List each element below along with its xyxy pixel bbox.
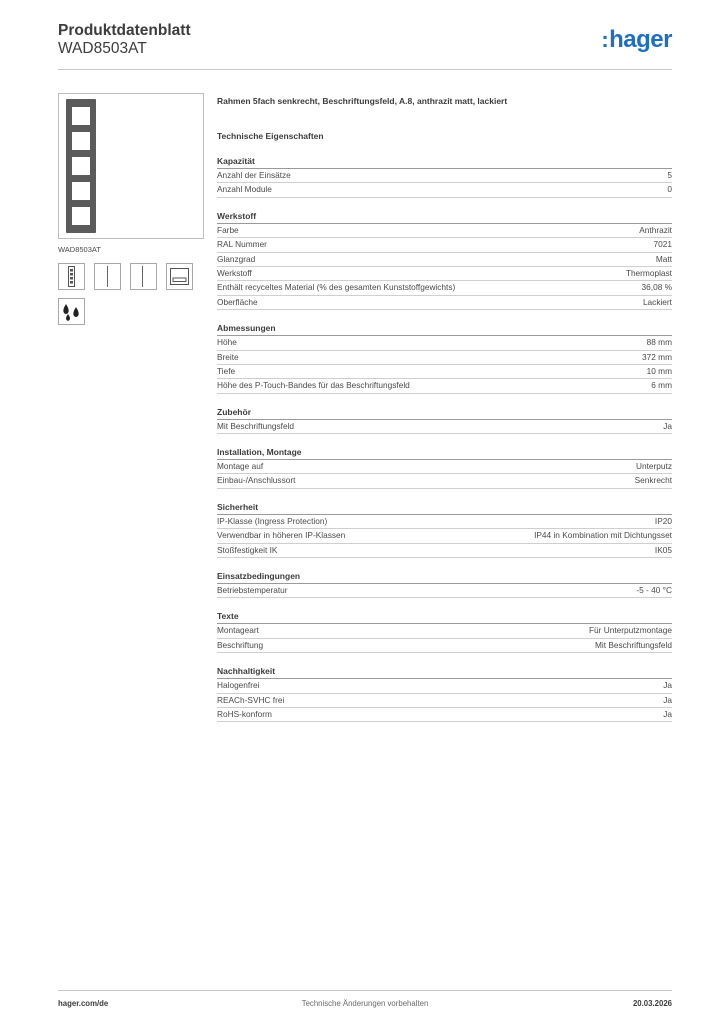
spec-row <box>217 238 672 252</box>
spec-row <box>217 351 672 365</box>
footer-date: 20.03.2026 <box>632 999 672 1008</box>
spec-value: 5 <box>667 170 672 180</box>
product-image <box>58 93 204 239</box>
spec-value: Thermoplast <box>625 267 672 278</box>
spec-label: Anzahl der Einsätze <box>217 170 291 180</box>
footer-website: hager.com/de <box>58 999 109 1008</box>
image-caption: WAD8503AT <box>58 245 101 254</box>
frame-window <box>72 107 90 125</box>
spec-row <box>217 474 672 488</box>
tech-properties-title: Technische Eigenschaften <box>217 131 324 141</box>
label-field-icon <box>166 263 193 290</box>
spec-value: -5 - 40 °C <box>636 585 672 596</box>
spec-label: Breite <box>217 351 239 362</box>
spec-value: Matt <box>655 253 672 264</box>
spec-label: Farbe <box>217 224 239 235</box>
spec-value: IP44 in Kombination mit Dichtungsset <box>534 530 672 541</box>
side-view-icon <box>130 263 157 290</box>
spec-value: Senkrecht <box>634 475 672 486</box>
spec-row <box>217 169 672 183</box>
spec-value: 372 mm <box>642 351 672 362</box>
section-title: Abmessungen <box>217 322 672 336</box>
spec-section <box>217 406 672 434</box>
spec-row <box>217 515 672 529</box>
spec-label: RAL Nummer <box>217 239 267 250</box>
specs-column <box>217 95 672 722</box>
section-title: Einsatzbedingungen <box>217 570 672 584</box>
spec-value: 10 mm <box>646 365 672 376</box>
spec-row <box>217 694 672 708</box>
spec-value: 0 <box>667 184 672 195</box>
spec-label: Enthält recyceltes Material (% des gesamten Kunststoffgewichts) <box>217 282 456 293</box>
spec-section <box>217 322 672 394</box>
water-drops-icon <box>58 298 85 325</box>
page-footer <box>58 990 672 1008</box>
spec-row <box>217 679 672 693</box>
section-title: Installation, Montage <box>217 446 672 460</box>
spec-value: Ja <box>663 680 672 691</box>
spec-value: Unterputz <box>636 461 672 472</box>
spec-row <box>217 708 672 722</box>
spec-row <box>217 529 672 543</box>
spec-label: IP-Klasse (Ingress Protection) <box>217 515 328 526</box>
spec-section <box>217 610 672 653</box>
spec-row <box>217 420 672 434</box>
spec-row <box>217 639 672 653</box>
spec-value: Ja <box>663 420 672 431</box>
spec-value: IK05 <box>654 544 672 555</box>
spec-row <box>217 253 672 267</box>
frame-window <box>72 182 90 200</box>
spec-label: Betriebstemperatur <box>217 585 288 596</box>
spec-label: Mit Beschriftungsfeld <box>217 420 295 431</box>
spec-section <box>217 155 672 198</box>
left-column <box>58 93 204 325</box>
spec-value: Ja <box>663 694 672 705</box>
section-title: Zubehör <box>217 406 672 420</box>
spec-row <box>217 584 672 598</box>
spec-label: Glanzgrad <box>217 253 256 264</box>
frame-window <box>72 132 90 150</box>
spec-row <box>217 544 672 558</box>
spec-row <box>217 267 672 281</box>
spec-value: 7021 <box>653 239 672 250</box>
spec-label: Oberfläche <box>217 296 258 307</box>
page-header <box>58 22 672 70</box>
section-title: Werkstoff <box>217 210 672 224</box>
spec-value: IP20 <box>654 515 672 526</box>
spec-label: Verwendbar in höheren IP-Klassen <box>217 530 346 541</box>
spec-section <box>217 570 672 598</box>
spec-value: 6 mm <box>651 380 672 391</box>
spec-label: Montage auf <box>217 461 264 472</box>
section-title: Sicherheit <box>217 501 672 515</box>
spec-section <box>217 210 672 310</box>
spec-section <box>217 665 672 722</box>
spec-value: Ja <box>663 708 672 719</box>
frame-window <box>72 207 90 225</box>
spec-label: Einbau-/Anschlussort <box>217 475 296 486</box>
spec-row <box>217 365 672 379</box>
spec-row <box>217 336 672 350</box>
spec-label: Höhe des P-Touch-Bandes für das Beschriftungsfeld <box>217 380 410 391</box>
side-view-icon <box>94 263 121 290</box>
front-view-icon <box>58 263 85 290</box>
spec-section <box>217 446 672 489</box>
spec-label: Anzahl Module <box>217 184 272 195</box>
section-title: Kapazität <box>217 155 672 169</box>
spec-row <box>217 460 672 474</box>
spec-row <box>217 296 672 310</box>
spec-row <box>217 224 672 238</box>
frame-5fach-image <box>66 99 96 233</box>
spec-label: Tiefe <box>217 365 236 376</box>
spec-label: REACh-SVHC frei <box>217 694 285 705</box>
frame-window <box>72 157 90 175</box>
view-icons <box>58 263 204 290</box>
spec-value: 88 mm <box>646 337 672 348</box>
spec-label: Beschriftung <box>217 639 264 650</box>
spec-value: Für Unterputzmontage <box>588 625 672 636</box>
spec-label: Höhe <box>217 337 237 348</box>
product-description: Rahmen 5fach senkrecht, Beschriftungsfeld, A.8, anthrazit matt, lackiert <box>217 96 508 106</box>
spec-value: Anthrazit <box>639 224 672 235</box>
logo-dots-icon: : <box>601 27 609 52</box>
spec-row <box>217 281 672 295</box>
section-title: Texte <box>217 610 672 624</box>
spec-label: Halogenfrei <box>217 680 260 691</box>
document-title: Produktdatenblatt <box>58 22 191 39</box>
spec-value: 36,08 % <box>641 282 672 293</box>
logo-text: hager <box>609 26 672 53</box>
spec-row <box>217 624 672 638</box>
spec-value: Lackiert <box>642 296 672 307</box>
footer-disclaimer: Technische Änderungen vorbehalten <box>301 999 429 1008</box>
spec-section <box>217 501 672 558</box>
spec-label: Montageart <box>217 625 259 636</box>
section-title: Nachhaltigkeit <box>217 665 672 679</box>
spec-label: Stoßfestigkeit IK <box>217 544 278 555</box>
spec-sections <box>217 155 672 722</box>
spec-label: Werkstoff <box>217 267 252 278</box>
hager-logo <box>601 26 672 54</box>
spec-row <box>217 183 672 197</box>
product-code: WAD8503AT <box>58 40 147 57</box>
spec-label: RoHS-konform <box>217 708 272 719</box>
spec-row <box>217 379 672 393</box>
spec-value: Mit Beschriftungsfeld <box>594 639 672 650</box>
